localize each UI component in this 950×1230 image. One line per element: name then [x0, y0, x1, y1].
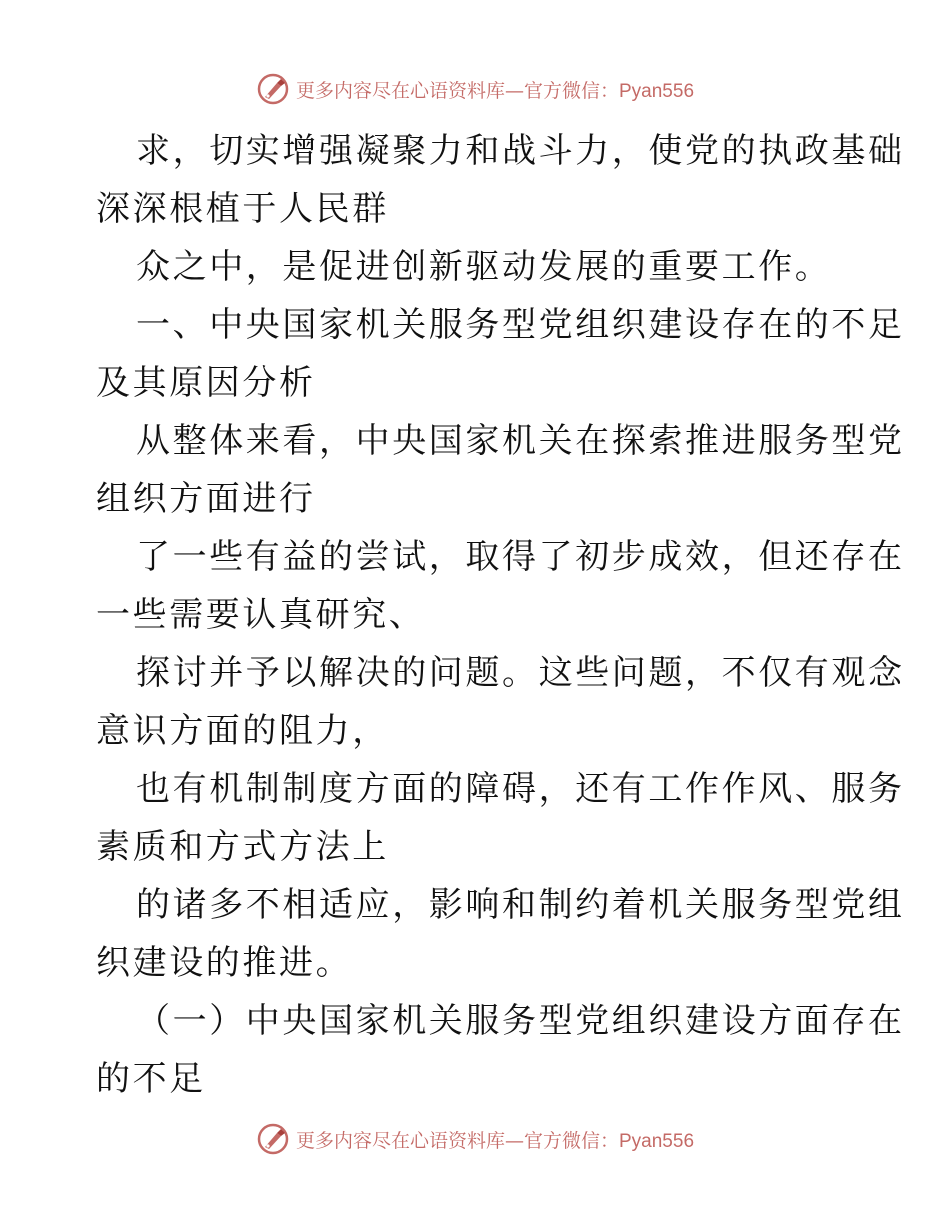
watermark-dash: — — [504, 79, 524, 102]
watermark-wechat-label: 官方微信： — [523, 79, 619, 102]
watermark-brand: 更多内容尽在心语资料库 — [295, 1129, 505, 1152]
text-line: 众之中，是促进创新驱动发展的重要工作。 — [136, 247, 832, 287]
text-line: 意识方面的阻力， — [96, 711, 389, 751]
pen-logo-icon — [256, 72, 290, 106]
watermark-wechat-label: 官方微信： — [523, 1129, 619, 1152]
watermark-wechat-id: Pyan556 — [619, 1130, 695, 1152]
footer-watermark — [0, 1122, 950, 1156]
text-line: 组织方面进行 — [96, 479, 316, 519]
text-line: 探讨并予以解决的问题。这些问题，不仅有观念 — [136, 653, 905, 693]
watermark-text — [296, 76, 694, 103]
text-line: 了一些有益的尝试，取得了初步成效，但还存在 — [136, 537, 905, 577]
watermark-dash: — — [504, 1129, 524, 1152]
text-line: 从整体来看，中央国家机关在探索推进服务型党 — [136, 421, 905, 461]
body-text — [96, 122, 905, 1108]
text-line: 深深根植于人民群 — [96, 189, 389, 229]
text-line: 也有机制制度方面的障碍，还有工作作风、服务 — [136, 769, 905, 809]
section-heading-line: 一、中央国家机关服务型党组织建设存在的不足 — [136, 305, 905, 345]
watermark-wechat-id: Pyan556 — [619, 80, 695, 102]
text-line: 素质和方式方法上 — [96, 827, 389, 867]
subsection-heading-line: （一）中央国家机关服务型党组织建设方面存在 — [136, 1001, 905, 1041]
text-line: 织建设的推进。 — [96, 943, 353, 983]
pen-logo-icon — [256, 1122, 290, 1156]
text-line: 一些需要认真研究、 — [96, 595, 426, 635]
section-heading-line: 及其原因分析 — [96, 363, 316, 403]
header-watermark — [0, 72, 950, 106]
text-line: 求，切实增强凝聚力和战斗力，使党的执政基础 — [136, 131, 905, 171]
subsection-heading-line: 的不足 — [96, 1059, 206, 1099]
watermark-brand: 更多内容尽在心语资料库 — [295, 79, 505, 102]
text-line: 的诸多不相适应，影响和制约着机关服务型党组 — [136, 885, 905, 925]
watermark-text — [296, 1126, 694, 1153]
